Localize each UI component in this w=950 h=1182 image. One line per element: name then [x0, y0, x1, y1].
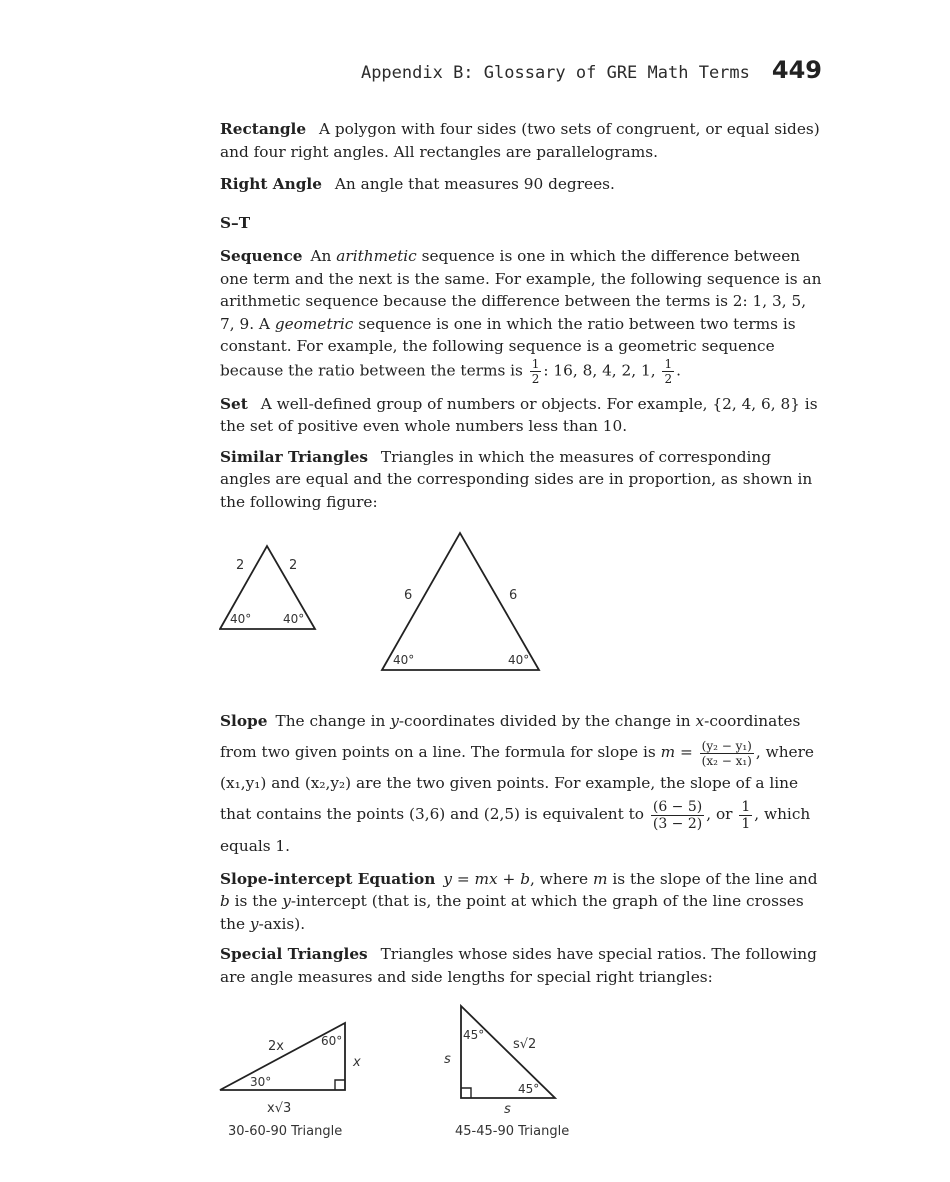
seq-ratio-fraction: $\frac{1}{2}$ [531, 356, 540, 386]
seq-arithmetic: arithmetic [336, 247, 417, 265]
section-heading: S–T [220, 213, 251, 232]
slope-example-fraction: $\frac{(6 - 5)}{(3 - 2)}$ [652, 798, 703, 832]
term-sequence: Sequence [220, 247, 303, 265]
large-right-side: 6 [509, 588, 518, 603]
entry-slope [220, 706, 822, 862]
seq-text-7: . [676, 361, 681, 379]
slope-text-4: , where (x₁,y₁) and (x₂,y₂) are the two given points. For example, the slope of a line that contains the points (3,6) and (2,5) is equivalent to [220, 743, 814, 823]
right-angle-mark-30 [335, 1080, 345, 1090]
slope-text-1: The change in [275, 712, 391, 730]
term-similar-triangles: Similar Triangles [220, 447, 368, 466]
slope-formula-fraction: $\frac{\text{(y₂ − y₁)}}{\text{(x₂ − x₁)}}$ [701, 738, 752, 768]
si-text-3: is the [229, 892, 283, 910]
small-left-side: 2 [236, 558, 245, 573]
slope-m: m [660, 743, 676, 761]
seq-text-5: sequence is one in which the ratio between two terms is constant. For example, the following sequence is a geometric sequence because the ratio between the terms is [220, 314, 796, 379]
si-y1: y [282, 892, 291, 910]
definition-rectangle: A polygon with four sides (two sets of congruent, or equal sides) and four right angles. All rectangles are parallelograms. [220, 120, 820, 161]
term-rectangle: Rectangle [220, 120, 307, 138]
slope-intercept-equation: y = mx + b [443, 869, 531, 888]
term-slope: Slope [220, 712, 268, 730]
entry-rectangle [220, 118, 822, 163]
slope-text-2: -coordinates divided by the change in [398, 712, 696, 730]
right-angle-mark-45 [461, 1088, 471, 1098]
t30-hypotenuse: 2x [268, 1039, 284, 1054]
seq-geometric: geometric [274, 314, 354, 333]
t30-caption: 30-60-90 Triangle [228, 1124, 343, 1139]
t30-base: x√3 [267, 1101, 292, 1116]
special-triangles-figure [219, 1004, 579, 1154]
glossary-body [220, 118, 822, 1154]
term-special-triangles: Special Triangles [220, 945, 368, 963]
t45-caption: 45-45-90 Triangle [455, 1124, 570, 1139]
si-text-4: -intercept (that is, the point at which the graph of the line crosses the [220, 892, 804, 933]
large-right-angle: 40° [508, 653, 530, 667]
slope-equals: = [675, 743, 698, 761]
running-header [361, 56, 822, 88]
term-right-angle: Right Angle [220, 175, 322, 193]
slope-text-6: , which equals 1. [220, 805, 811, 855]
t45-right-angle: 45° [518, 1082, 540, 1096]
entry-sequence [220, 245, 822, 385]
definition-right-angle: An angle that measures 90 degrees. [334, 175, 615, 193]
small-right-angle: 40° [283, 612, 305, 626]
slope-y: y [390, 712, 399, 730]
entry-special-triangles [220, 943, 822, 988]
t45-vertical: s [444, 1052, 451, 1067]
t45-top-angle: 45° [463, 1028, 485, 1042]
entry-right-angle [220, 173, 822, 196]
entry-slope-intercept [220, 868, 822, 936]
definition-set: A well-defined group of numbers or objects. For example, {2, 4, 6, 8} is the set of positive even whole numbers less than 10. [220, 394, 818, 435]
triangle-45-45-90 [461, 1006, 555, 1098]
slope-text-3: -coordinates from two given points on a line. The formula for slope is [220, 712, 801, 761]
si-text-5: -axis). [258, 914, 306, 933]
page-number: 449 [771, 56, 822, 84]
entry-set [220, 393, 822, 438]
seq-last-fraction: $\frac{1}{2}$ [664, 356, 673, 386]
definition-special-triangles: Triangles whose sides have special ratios. The following are angle measures and side lengths for special right triangles: [220, 945, 817, 986]
entry-similar-triangles [220, 446, 822, 514]
t45-hypotenuse: s√2 [513, 1037, 537, 1052]
slope-one-fraction: $\frac{1}{1}$ [741, 798, 751, 832]
term-set: Set [220, 394, 248, 413]
term-slope-intercept: Slope-intercept Equation [220, 869, 436, 888]
t45-base: s [504, 1102, 511, 1117]
seq-text-3: sequence is one in which the difference between one term and the next is the same. For example, the following sequence is an arithmetic sequence because the difference between the terms is 2: 1, 3, 5, 7, 9. A [220, 247, 822, 333]
similar-triangles-figure [219, 527, 549, 692]
seq-text-1: An [310, 247, 337, 265]
header-title: Appendix B: Glossary of GRE Math Terms [360, 63, 750, 83]
si-y2: y [249, 914, 259, 933]
small-left-angle: 40° [230, 612, 252, 626]
definition-similar-triangles: Triangles in which the measures of corresponding angles are equal and the corresponding sides are in proportion, as shown in the following figure: [220, 447, 813, 511]
si-text-1: , where [530, 869, 593, 888]
large-left-side: 6 [404, 588, 413, 603]
t30-base-angle: 30° [250, 1075, 272, 1089]
t30-top-angle: 60° [321, 1034, 343, 1048]
large-left-angle: 40° [393, 653, 415, 667]
small-right-side: 2 [289, 558, 298, 573]
si-b: b [220, 892, 230, 910]
slope-x: x [695, 712, 705, 730]
si-m: m [592, 869, 608, 888]
t30-vertical: x [353, 1055, 361, 1070]
seq-text-6: : 16, 8, 4, 2, 1, [543, 361, 661, 379]
si-text-2: is the slope of the line and [607, 869, 818, 888]
slope-text-5: , or [706, 805, 738, 823]
